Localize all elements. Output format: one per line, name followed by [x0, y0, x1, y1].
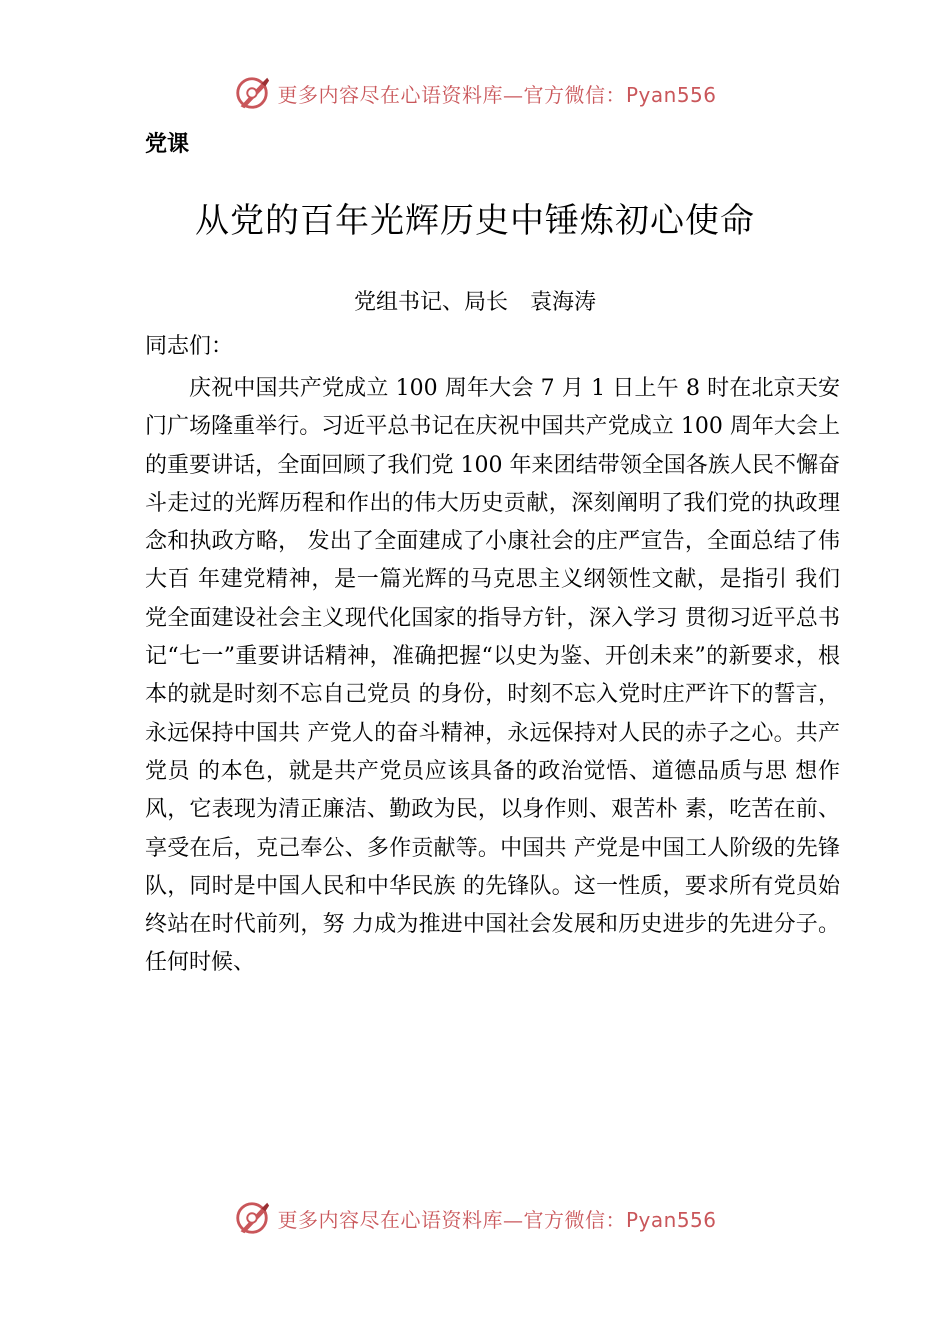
- document-body-paragraph: 庆祝中国共产党成立 100 周年大会 7 月 1 日上午 8 时在北京天安门广场隆重举行。习近平总书记在庆祝中国共产党成立 100 周年大会上的重要讲话，全面回顾了我们党 100 年来团结带领全国各族人民不懈奋斗走过的光辉历程和作出的伟大历史贡献，深刻阐明了我们党的执政理念和执政方略， 发出了全面建成了小康社会的庄严宣告，全面总结了伟大百 年建党精神，是一篇光辉的马克思主义纲领性文献，是指引 我们党全面建设社会主义现代化国家的指导方针，深入学习 贯彻习近平总书记“七一”重要讲话精神，准确把握“以史为鉴、开创未来”的新要求，根本的就是时刻不忘自己党员 的身份，时刻不忘入党时庄严许下的誓言，永远保持中国共 产党人的奋斗精神，永远保持对人民的赤子之心。共产党员 的本色，就是共产党员应该具备的政治觉悟、道德品质与思 想作风，它表现为清正廉洁、勤政为民，以身作则、艰苦朴 素，吃苦在前、享受在后，克己奉公、多作贡献等。中国共 产党是中国工人阶级的先锋队，同时是中国人民和中华民族 的先锋队。这一性质，要求所有党员始终站在时代前列，努 力成为推进中国社会发展和历史进步的先进分子。任何时候、: [145, 376, 840, 976]
- watermark-wechat-id: Pyan556: [625, 1207, 717, 1232]
- watermark-text: 更多内容尽在心语资料库—官方微信：Pyan556: [277, 1207, 717, 1232]
- header-watermark: [0, 73, 950, 113]
- watermark-text: 更多内容尽在心语资料库—官方微信：Pyan556: [277, 82, 717, 107]
- watermark-wechat-id: Pyan556: [625, 82, 717, 107]
- document-greeting: 同志们：: [145, 334, 234, 359]
- pen-circle-logo-icon: [233, 74, 271, 112]
- document-title: 从党的百年光辉历史中锤炼初心使命: [195, 201, 755, 241]
- footer-watermark: [0, 1198, 950, 1238]
- document-tag: 党课: [145, 132, 190, 157]
- pen-circle-logo-icon: [233, 1199, 271, 1237]
- document-author: 党组书记、局长 袁海涛: [353, 290, 596, 315]
